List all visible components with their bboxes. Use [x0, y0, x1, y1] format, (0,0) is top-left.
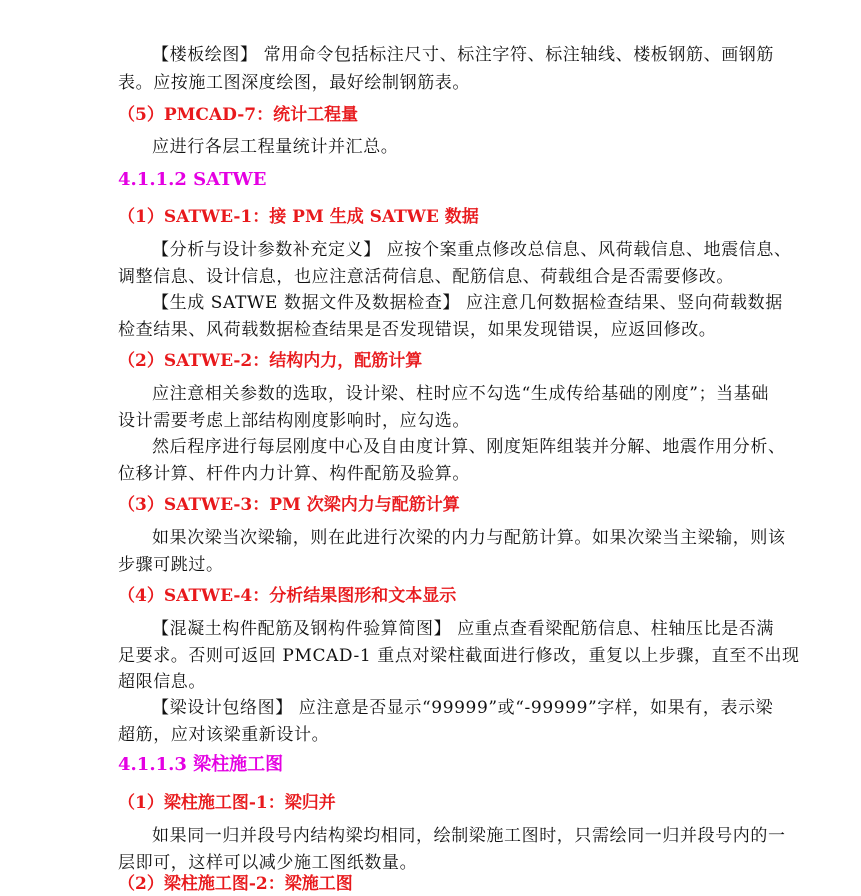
- paragraph-data-check-line1: 【生成 SATWE 数据文件及数据检查】 应注意几何数据检查结果、竖向荷载数据: [152, 293, 783, 313]
- paragraph-rebar-check-line1: 【混凝土构件配筋及钢构件验算简图】 应重点查看梁配筋信息、柱轴压比是否满: [152, 619, 775, 639]
- heading-satwe-2: （2）SATWE-2：结构内力，配筋计算: [118, 351, 423, 371]
- section-heading-4-1-1-3: 4.1.1.3 梁柱施工图: [118, 754, 284, 775]
- paragraph-beam-merge-line1: 如果同一归并段号内结构梁均相同，绘制梁施工图时，只需绘同一归并段号内的一: [152, 826, 786, 846]
- paragraph-stiffness-calc-line2: 位移计算、杆件内力计算、构件配筋及验算。: [118, 464, 470, 484]
- paragraph-beam-merge-line2: 层即可，这样可以减少施工图纸数量。: [118, 853, 418, 873]
- cutoff-heading: [118, 872, 378, 894]
- paragraph-secondary-beam-line2: 步骤可跳过。: [118, 555, 224, 575]
- paragraph-analysis-params-line1: 【分析与设计参数补充定义】 应按个案重点修改总信息、风荷载信息、地震信息、: [152, 240, 792, 260]
- heading-satwe-3: （3）SATWE-3：PM 次梁内力与配筋计算: [118, 495, 460, 515]
- cutoff-heading-text: （2）梁柱施工图-2：梁施工图: [118, 874, 353, 894]
- heading-satwe-1: （1）SATWE-1：接 PM 生成 SATWE 数据: [118, 207, 479, 227]
- paragraph-analysis-params-line2: 调整信息、设计信息，也应注意活荷信息、配筋信息、荷载组合是否需要修改。: [118, 267, 734, 287]
- heading-beam-drawing-1: （1）梁柱施工图-1：梁归并: [118, 793, 336, 813]
- section-heading-4-1-1-2: 4.1.1.2 SATWE: [118, 169, 267, 190]
- paragraph-param-selection-line1: 应注意相关参数的选取，设计梁、柱时应不勾选“生成传给基础的刚度”；当基础: [152, 384, 769, 404]
- paragraph-envelope-line2: 超筋，应对该梁重新设计。: [118, 725, 330, 745]
- paragraph-secondary-beam-line1: 如果次梁当次梁输，则在此进行次梁的内力与配筋计算。如果次梁当主梁输，则该: [152, 528, 786, 548]
- paragraph-floor-drawing-line2: 表。应按施工图深度绘图，最好绘制钢筋表。: [118, 73, 470, 93]
- paragraph-rebar-check-line3: 超限信息。: [118, 672, 206, 692]
- paragraph-rebar-check-line2: 足要求。否则可返回 PMCAD-1 重点对梁柱截面进行修改，重复以上步骤，直至不出现: [118, 646, 800, 666]
- heading-satwe-4: （4）SATWE-4：分析结果图形和文本显示: [118, 586, 457, 606]
- paragraph-data-check-line2: 检查结果、风荷载数据检查结果是否发现错误，如果发现错误，应返回修改。: [118, 320, 717, 340]
- heading-pmcad-7: （5）PMCAD-7：统计工程量: [118, 105, 359, 125]
- paragraph-param-selection-line2: 设计需要考虑上部结构刚度影响时，应勾选。: [118, 411, 470, 431]
- paragraph-stiffness-calc-line1: 然后程序进行每层刚度中心及自由度计算、刚度矩阵组装并分解、地震作用分析、: [152, 437, 786, 457]
- paragraph-floor-drawing-line1: 【楼板绘图】 常用命令包括标注尺寸、标注字符、标注轴线、楼板钢筋、画钢筋: [152, 45, 775, 65]
- paragraph-envelope-line1: 【梁设计包络图】 应注意是否显示“99999”或“-99999”字样，如果有，表示梁: [152, 698, 774, 718]
- paragraph-quantity-summary: 应进行各层工程量统计并汇总。: [152, 137, 399, 157]
